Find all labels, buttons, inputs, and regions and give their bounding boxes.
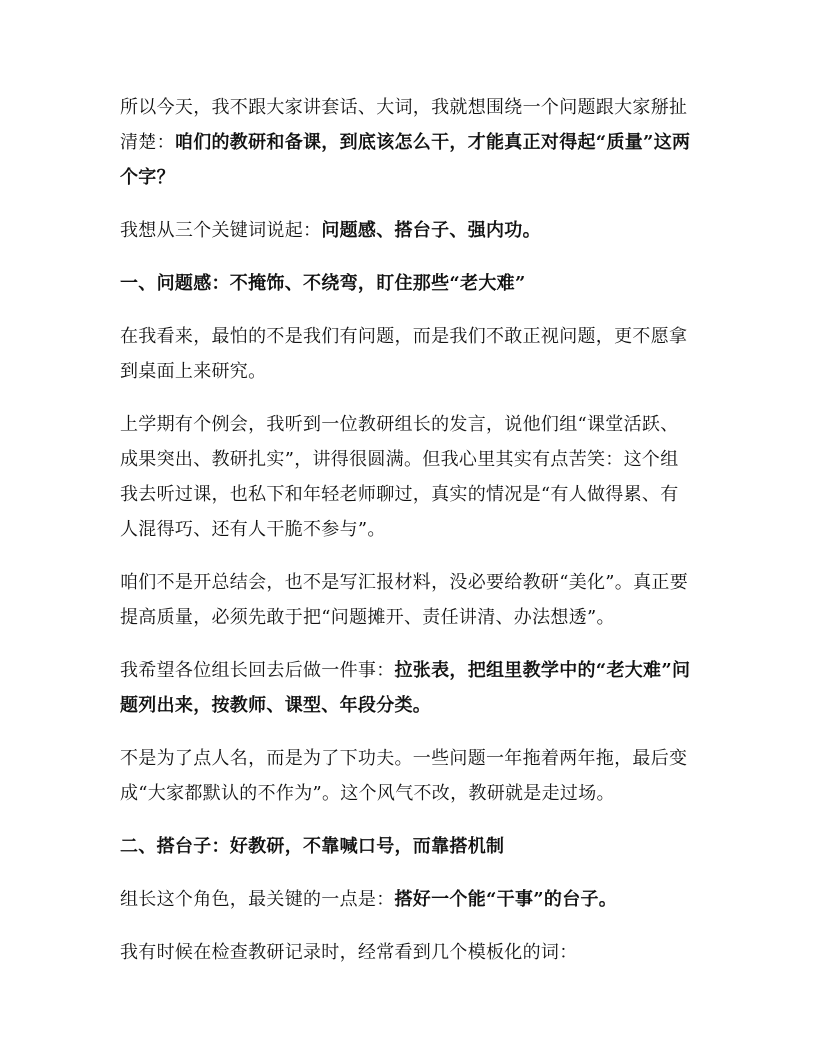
section-heading-2: 二、搭台子：好教研，不靠喊口号，而靠搭机制 (120, 836, 505, 857)
paragraph: 在我看来，最怕的不是我们有问题，而是我们不敢正视问题，更不愿拿到桌面上来研究。 (120, 326, 688, 382)
paragraph-text: 我希望各位组长回去后做一件事： (120, 660, 395, 681)
paragraph-emphasis: 咱们的教研和备课，到底该怎么干，才能真正对得起“质量”这两个字？ (120, 132, 691, 188)
section-heading-1: 一、问题感：不掩饰、不绕弯，盯住那些“老大难” (120, 273, 526, 294)
paragraph-emphasis: 问题感、搭台子、强内功。 (321, 220, 541, 241)
paragraph-role (120, 882, 696, 917)
paragraph-intro (120, 90, 696, 195)
paragraph-text: 所以今天，我不跟大家讲套话、大词，我就想围绕一个问题跟大家掰扯清楚： (120, 97, 688, 153)
paragraph: 咱们不是开总结会，也不是写汇报材料，没必要给教研“美化”。真正要提高质量，必须先敢于把“问题摊开、责任讲清、办法想透”。 (120, 572, 689, 628)
paragraph-keywords (120, 213, 696, 248)
paragraph-text: 组长这个角色，最关键的一点是： (120, 889, 395, 910)
paragraph-request (120, 653, 696, 723)
paragraph-emphasis: 搭好一个能“干事”的台子。 (394, 889, 618, 910)
paragraph: 我有时候在检查教研记录时，经常看到几个模板化的词： (120, 942, 578, 963)
paragraph-text: 我想从三个关键词说起： (120, 220, 322, 241)
paragraph-emphasis: 拉张表，把组里教学中的“老大难”问题列出来，按教师、课型、年段分类。 (120, 660, 691, 716)
paragraph: 上学期有个例会，我听到一位教研组长的发言，说他们组“课堂活跃、成果突出、教研扎实”，讲得很圆满。但我心里其实有点苦笑：这个组我去听过课，也私下和年轻老师聊过，真实的情况是“有人做得累、有人混得巧、还有人干脆不参与”。 (120, 414, 679, 540)
paragraph: 不是为了点人名，而是为了下功夫。一些问题一年拖着两年拖，最后变成“大家都默认的不作为”。这个风气不改，教研就是走过场。 (120, 748, 688, 804)
